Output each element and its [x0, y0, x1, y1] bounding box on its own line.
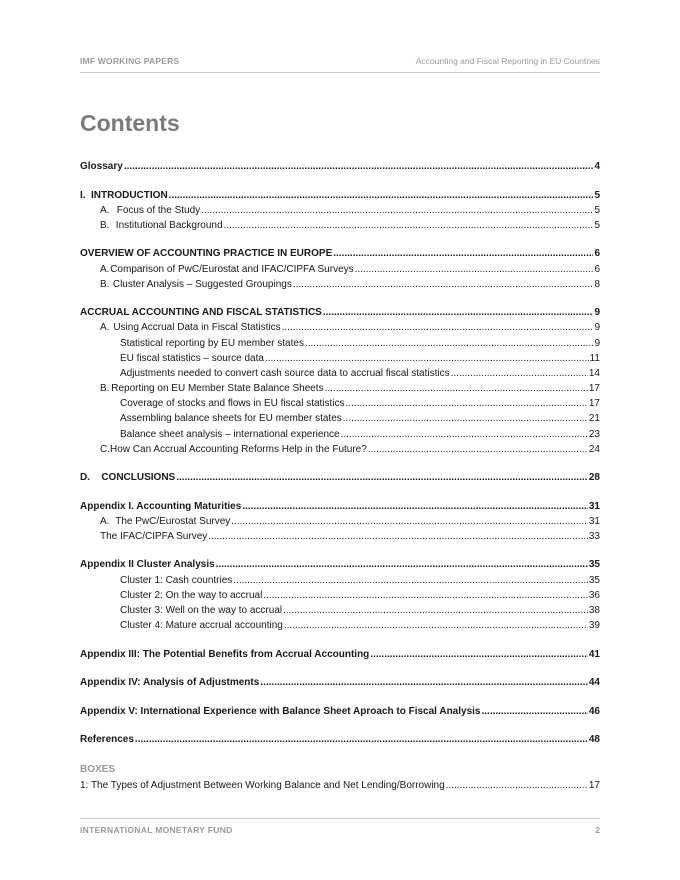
toc-label: Adjustments needed to convert cash source data to accrual fiscal statistics: [120, 368, 450, 379]
footer-organization: INTERNATIONAL MONETARY FUND: [80, 825, 233, 835]
toc-entry-cluster-analysis[interactable]: [100, 278, 600, 291]
toc-label: Focus of the Study: [116, 205, 201, 216]
toc-entry-using-accrual-data[interactable]: [100, 321, 600, 334]
toc-label: Appendix III: The Potential Benefits from Accrual Accounting: [80, 649, 370, 660]
box-label: 1: The Types of Adjustment Between Working Balance and Net Lending/Borrowing: [80, 780, 445, 791]
toc-label: Glossary: [80, 161, 123, 172]
toc-entry-balance-sheet-analysis[interactable]: [120, 428, 600, 441]
toc-label: Institutional Background: [115, 220, 223, 231]
toc-page-number: 28: [588, 472, 600, 483]
toc-entry-appendix-4[interactable]: [80, 676, 600, 689]
toc-label: Comparison of PwC/Eurostat and IFAC/CIPFA Surveys: [110, 264, 354, 275]
toc-entry-coverage-stocks-flows[interactable]: [120, 397, 600, 410]
toc-label: Appendix I. Accounting Maturities: [80, 501, 242, 512]
toc-prefix: C.: [100, 444, 110, 455]
toc-page-number: 35: [588, 559, 600, 570]
toc-page-number: 4: [594, 161, 600, 172]
toc-page-number: 33: [588, 531, 600, 542]
toc-prefix: I.: [80, 190, 86, 201]
toc-entry-statistical-reporting[interactable]: [120, 337, 600, 350]
toc-page-number: 9: [594, 307, 600, 318]
toc-prefix: A.: [100, 322, 110, 333]
toc-entry-reporting-balance-sheets[interactable]: [100, 382, 600, 395]
toc-label: Cluster 4: Mature accrual accounting: [120, 620, 283, 631]
toc-label: CONCLUSIONS: [101, 472, 176, 483]
toc-entry-overview[interactable]: [80, 247, 600, 260]
toc-label: The IFAC/CIPFA Survey: [100, 531, 208, 542]
toc-entry-eu-fiscal-statistics[interactable]: [120, 352, 600, 365]
toc-entry-appendix-3[interactable]: [80, 648, 600, 661]
toc-label: The PwC/Eurostat Survey: [115, 516, 231, 527]
toc-entry-cluster-2[interactable]: [120, 589, 600, 602]
toc-prefix: B.: [100, 383, 110, 394]
toc-label: Appendix IV: Analysis of Adjustments: [80, 677, 260, 688]
toc-page-number: 6: [594, 248, 600, 259]
toc-page-number: 14: [588, 368, 600, 379]
toc-label: References: [80, 734, 134, 745]
toc-label: INTRODUCTION: [91, 190, 168, 201]
box-entry-1[interactable]: [80, 779, 600, 792]
toc-label: Statistical reporting by EU member states: [120, 338, 304, 349]
toc-entry-focus-of-study[interactable]: [100, 204, 600, 217]
toc-entry-accrual-reforms-future[interactable]: [100, 443, 600, 456]
toc-label: Assembling balance sheets for EU member states: [120, 413, 342, 424]
toc-entry-appendix-5[interactable]: [80, 705, 600, 718]
toc-page-number: 31: [588, 516, 600, 527]
toc-page-number: 6: [594, 264, 600, 275]
toc-prefix: A.: [100, 264, 110, 275]
toc-page-number: 31: [588, 501, 600, 512]
toc-label: Cluster 3: Well on the way to accrual: [120, 605, 283, 616]
toc-label: Reporting on EU Member State Balance Sheets: [111, 383, 324, 394]
toc-page-number: 38: [588, 605, 600, 616]
toc-prefix: A.: [100, 516, 110, 527]
toc-page-number: 9: [594, 338, 600, 349]
toc-page-number: 9: [594, 322, 600, 333]
toc-label: Appendix II Cluster Analysis: [80, 559, 215, 570]
toc-label: OVERVIEW OF ACCOUNTING PRACTICE IN EUROPE: [80, 248, 333, 259]
toc-label: Balance sheet analysis – international experience: [120, 429, 340, 440]
toc-prefix: D.: [80, 472, 90, 483]
toc-entry-appendix-2[interactable]: [80, 558, 600, 571]
toc-page-number: 35: [588, 575, 600, 586]
toc-entry-accrual-accounting[interactable]: [80, 306, 600, 319]
toc-entry-cluster-3[interactable]: [120, 604, 600, 617]
toc-prefix: B.: [100, 279, 110, 290]
toc-page-number: 24: [588, 444, 600, 455]
toc-entry-adjustments-needed[interactable]: [120, 367, 600, 380]
footer-page-number: 2: [595, 825, 600, 835]
toc-prefix: A.: [100, 205, 110, 216]
toc-page-number: 21: [588, 413, 600, 424]
toc-entry-references[interactable]: [80, 733, 600, 746]
toc-prefix: B.: [100, 220, 110, 231]
toc-page-number: 48: [588, 734, 600, 745]
toc-label: Cluster Analysis – Suggested Groupings: [112, 279, 292, 290]
toc-page-number: 23: [588, 429, 600, 440]
page-footer: [80, 818, 600, 839]
toc-label: Coverage of stocks and flows in EU fiscal statistics: [120, 398, 345, 409]
toc-entry-glossary[interactable]: [80, 160, 600, 173]
toc-page-number: 17: [588, 398, 600, 409]
toc-page-number: 5: [594, 205, 600, 216]
box-page-number: 17: [588, 780, 600, 791]
boxes-heading: BOXES: [80, 764, 116, 775]
toc-entry-ifac-cipfa-survey[interactable]: [100, 530, 600, 543]
toc-page-number: 5: [594, 190, 600, 201]
toc-entry-conclusions[interactable]: [80, 471, 600, 484]
toc-page-number: 39: [588, 620, 600, 631]
header-series-title: IMF WORKING PAPERS: [80, 56, 180, 66]
toc-page-number: 5: [594, 220, 600, 231]
toc-entry-cluster-4[interactable]: [120, 619, 600, 632]
toc-entry-appendix-1[interactable]: [80, 500, 600, 513]
toc-page-number: 11: [589, 353, 600, 364]
toc-page-number: 8: [594, 279, 600, 290]
toc-entry-cluster-1[interactable]: [120, 574, 600, 587]
toc-label: ACCRUAL ACCOUNTING AND FISCAL STATISTICS: [80, 307, 322, 318]
toc-page-number: 41: [588, 649, 600, 660]
toc-label: EU fiscal statistics – source data: [120, 353, 264, 364]
toc-label: How Can Accrual Accounting Reforms Help in the Future?: [110, 444, 367, 455]
toc-page-number: 36: [588, 590, 600, 601]
page-header: [80, 54, 600, 73]
toc-label: Cluster 1: Cash countries: [120, 575, 233, 586]
page-title: Contents: [80, 110, 180, 136]
toc-entry-institutional-background[interactable]: [100, 219, 600, 232]
header-paper-title: Accounting and Fiscal Reporting in EU Countries: [415, 56, 600, 66]
toc-entry-comparison-surveys[interactable]: [100, 263, 600, 276]
toc-page-number: 44: [588, 677, 600, 688]
toc-page-number: 17: [588, 383, 600, 394]
toc-entry-pwc-eurostat-survey[interactable]: [100, 515, 600, 528]
toc-label: Cluster 2: On the way to accrual: [120, 590, 263, 601]
toc-label: Appendix V: International Experience with Balance Sheet Aproach to Fiscal Analysis: [80, 706, 481, 717]
toc-label: Using Accrual Data in Fiscal Statistics: [113, 322, 281, 333]
toc-entry-introduction[interactable]: [80, 189, 600, 202]
toc-page-number: 46: [588, 706, 600, 717]
toc-entry-assembling-balance-sheets[interactable]: [120, 412, 600, 425]
